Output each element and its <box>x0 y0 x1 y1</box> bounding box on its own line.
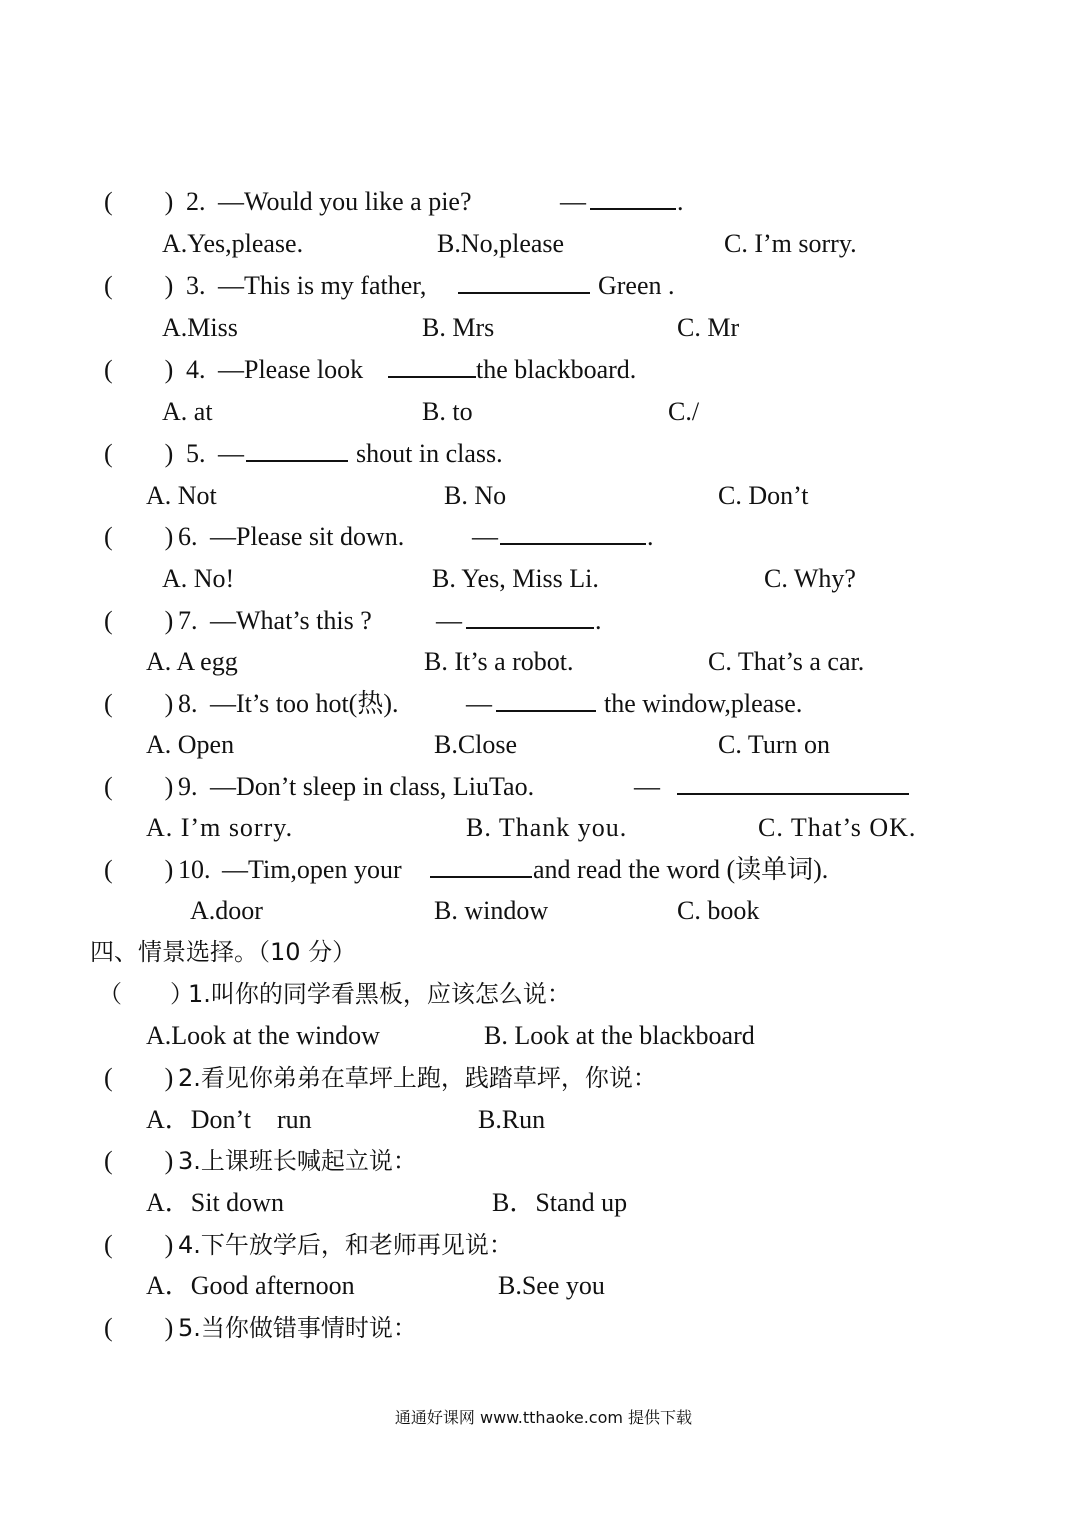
option-c: C./ <box>668 397 700 426</box>
option-c: C. Why? <box>764 564 856 593</box>
scene-options-2 <box>0 1100 1087 1140</box>
answer-paren: ( ) <box>104 606 174 635</box>
question-text: 2.看见你弟弟在草坪上跑，践踏草坪，你说： <box>178 1064 657 1092</box>
question-8 <box>0 684 1087 724</box>
scene-question-1 <box>0 974 1087 1014</box>
option-c: C. book <box>677 896 760 925</box>
question-after: shout in class. <box>356 439 503 468</box>
option-c: C. I’m sorry. <box>724 229 857 258</box>
option-b: B. window <box>434 896 549 925</box>
question-stem: —This is my father, <box>218 271 427 300</box>
option-b: B. Thank you. <box>466 813 628 842</box>
option-b: B．Stand up <box>492 1188 628 1217</box>
end-period: . <box>647 522 654 551</box>
question-6 <box>0 517 1087 557</box>
option-c: C. Don’t <box>718 481 809 510</box>
option-a: A. at <box>162 397 213 426</box>
answer-blank <box>677 767 909 807</box>
option-b: B.See you <box>498 1271 605 1300</box>
question-4 <box>0 350 1087 390</box>
page-footer: 通通好课网 www.tthaoke.com 提供下载 <box>394 1408 693 1427</box>
scene-options-4 <box>0 1266 1087 1306</box>
question-stem: —Would you like a pie? <box>218 187 472 216</box>
option-b: B. It’s a robot. <box>424 647 574 676</box>
question-stem: —Please sit down. <box>210 522 405 551</box>
question-number: 3. <box>186 271 206 300</box>
option-c: C. Mr <box>677 313 740 342</box>
question-stem: —What’s this ? <box>210 606 372 635</box>
question-7 <box>0 601 1087 641</box>
answer-blank <box>466 601 594 641</box>
answer-paren: ( ) <box>104 187 174 216</box>
question-stem: —Please look <box>218 355 364 384</box>
answer-paren: ( ) <box>104 271 174 300</box>
question-number: 4. <box>186 355 206 384</box>
option-c: C. That’s a car. <box>708 647 865 676</box>
option-a: A. I’m sorry. <box>146 813 294 842</box>
end-period: . <box>677 187 684 216</box>
option-a: A.door <box>190 896 263 925</box>
question-stem: —Don’t sleep in class, LiuTao. <box>210 772 535 801</box>
options-2 <box>0 224 1087 264</box>
options-10 <box>0 891 1087 931</box>
options-6 <box>0 559 1087 599</box>
option-a: A．Good afternoon <box>146 1271 355 1300</box>
answer-paren: ( ) <box>104 1313 174 1342</box>
option-b: B.Run <box>478 1105 546 1134</box>
answer-paren: （ ） <box>98 980 194 1008</box>
answer-blank <box>246 434 348 474</box>
answer-paren: ( ) <box>104 1230 174 1259</box>
scene-options-1 <box>0 1016 1087 1056</box>
options-7 <box>0 642 1087 682</box>
scene-question-5 <box>0 1308 1087 1348</box>
option-b: B.Close <box>434 730 518 759</box>
scene-question-3 <box>0 1141 1087 1181</box>
option-b: B. Look at the blackboard <box>484 1021 755 1050</box>
scene-options-3 <box>0 1183 1087 1223</box>
question-stem: — <box>218 439 244 468</box>
options-5 <box>0 476 1087 516</box>
answer-paren: ( ) <box>104 522 174 551</box>
question-after: the blackboard. <box>476 355 637 384</box>
option-a: A.Look at the window <box>146 1021 380 1050</box>
option-c: C. That’s OK. <box>758 813 917 842</box>
question-text: 5.当你做错事情时说： <box>178 1314 417 1342</box>
answer-paren: ( ) <box>104 772 174 801</box>
answer-paren: ( ) <box>104 1146 174 1175</box>
answer-blank <box>496 684 596 724</box>
option-b: B. Mrs <box>422 313 495 342</box>
options-8 <box>0 725 1087 765</box>
answer-paren: ( ) <box>104 1063 174 1092</box>
scene-question-4 <box>0 1225 1087 1265</box>
question-text: 4.下午放学后，和老师再见说： <box>178 1231 513 1259</box>
option-a: A. A egg <box>146 647 238 676</box>
question-after: Green . <box>598 271 675 300</box>
question-number: 7. <box>178 606 198 635</box>
question-number: 5. <box>186 439 206 468</box>
options-9 <box>0 808 1087 848</box>
option-a: A. Not <box>146 481 217 510</box>
answer-paren: ( ) <box>104 439 174 468</box>
question-number: 8. <box>178 689 198 718</box>
question-number: 2. <box>186 187 206 216</box>
answer-paren: ( ) <box>104 355 174 384</box>
reply-dash: — <box>634 772 660 801</box>
answer-paren: ( ) <box>104 689 174 718</box>
option-a: A. No! <box>162 564 235 593</box>
answer-blank <box>500 517 646 557</box>
scene-question-2 <box>0 1058 1087 1098</box>
option-a: A.Miss <box>162 313 238 342</box>
question-stem: —Tim,open your <box>222 855 402 884</box>
option-b: B.No,please <box>437 229 565 258</box>
question-text: 3.上课班长喊起立说： <box>178 1147 417 1175</box>
section-heading-4 <box>0 932 1087 972</box>
reply-dash: — <box>560 187 586 216</box>
question-after: and read the word (读单词). <box>533 855 829 884</box>
option-a: A. Open <box>146 730 235 759</box>
option-b: B. Yes, Miss Li. <box>432 564 599 593</box>
answer-blank <box>458 266 590 306</box>
options-3 <box>0 308 1087 348</box>
answer-blank <box>430 850 532 890</box>
option-a: A．Don’t run <box>146 1105 312 1134</box>
section-title: 四、情景选择。（10 分） <box>90 938 357 966</box>
option-c: C. Turn on <box>718 730 830 759</box>
question-5 <box>0 434 1087 474</box>
answer-paren: ( ) <box>104 855 174 884</box>
question-after: the window,please. <box>604 689 803 718</box>
question-9 <box>0 767 1087 807</box>
options-4 <box>0 392 1087 432</box>
option-b: B. to <box>422 397 473 426</box>
option-a: A.Yes,please. <box>162 229 304 258</box>
end-period: . <box>595 606 602 635</box>
answer-blank <box>590 182 676 222</box>
reply-dash: — <box>436 606 462 635</box>
question-3 <box>0 266 1087 306</box>
answer-blank <box>388 350 476 390</box>
reply-dash: — <box>466 689 492 718</box>
question-number: 10. <box>178 855 211 884</box>
reply-dash: — <box>472 522 498 551</box>
question-10 <box>0 850 1087 890</box>
question-number: 6. <box>178 522 198 551</box>
option-b: B. No <box>444 481 507 510</box>
option-a: A．Sit down <box>146 1188 284 1217</box>
question-2 <box>0 182 1087 222</box>
question-stem: —It’s too hot(热). <box>210 689 399 718</box>
question-text: 1.叫你的同学看黑板，应该怎么说： <box>188 980 571 1008</box>
question-number: 9. <box>178 772 198 801</box>
